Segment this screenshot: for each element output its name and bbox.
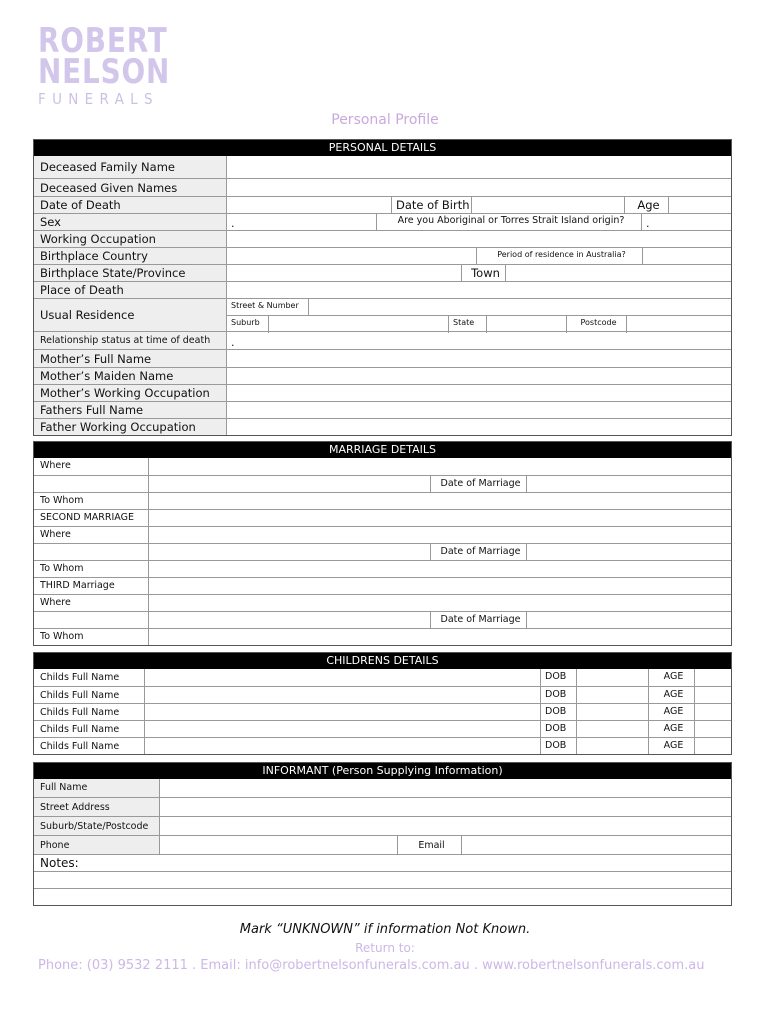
mother-maiden-name-field[interactable] <box>226 368 731 384</box>
form-row <box>34 156 731 178</box>
informant-street-field[interactable] <box>159 798 731 816</box>
child-row <box>34 669 731 686</box>
dob-field[interactable] <box>576 738 648 754</box>
state-label: State <box>448 316 486 333</box>
sex-field[interactable]: . <box>226 214 376 230</box>
father-full-name-label: Fathers Full Name <box>34 402 226 418</box>
notes-row <box>34 854 731 871</box>
street-number-label: Street & Number <box>226 299 308 315</box>
working-occupation-field[interactable] <box>226 231 731 247</box>
form-row <box>34 401 731 418</box>
town-field[interactable] <box>505 265 731 281</box>
date-of-death-label: Date of Death <box>34 197 226 213</box>
form-row <box>34 384 731 401</box>
form-row <box>34 213 731 230</box>
age-field[interactable] <box>694 687 731 703</box>
date-of-marriage-field[interactable] <box>526 612 731 628</box>
usual-residence-label: Usual Residence <box>34 299 226 331</box>
to-whom-field[interactable] <box>148 493 731 509</box>
mother-occupation-field[interactable] <box>226 385 731 401</box>
mother-maiden-name-label: Mother’s Maiden Name <box>34 368 226 384</box>
form-row <box>34 816 731 835</box>
father-full-name-field[interactable] <box>226 402 731 418</box>
place-of-death-label: Place of Death <box>34 282 226 298</box>
to-whom-label: To Whom <box>40 631 84 642</box>
family-name-label: Deceased Family Name <box>34 156 226 178</box>
age-field[interactable] <box>668 197 696 213</box>
form-row <box>34 247 731 264</box>
section-header: INFORMANT (Person Supplying Information) <box>34 763 731 779</box>
form-row <box>34 594 731 611</box>
dob-field[interactable] <box>576 669 648 686</box>
date-of-birth-field[interactable] <box>471 197 624 213</box>
dob-field[interactable] <box>576 721 648 737</box>
postcode-label: Postcode <box>566 316 626 333</box>
to-whom-label: To Whom <box>40 495 84 506</box>
date-of-death-field[interactable] <box>226 197 391 213</box>
company-logo <box>38 21 199 108</box>
child-name-field[interactable] <box>144 669 540 686</box>
form-row <box>34 458 731 475</box>
form-row <box>34 475 731 492</box>
suburb-label: Suburb <box>226 316 268 333</box>
dob-label: DOB <box>540 669 576 686</box>
notes-line[interactable] <box>34 871 731 888</box>
age-field[interactable] <box>694 704 731 720</box>
form-row <box>34 230 731 247</box>
form-row <box>34 298 731 331</box>
marriage-blank-field[interactable] <box>148 544 430 560</box>
informant-email-field[interactable] <box>461 836 731 854</box>
place-of-death-field[interactable] <box>226 282 731 298</box>
birthplace-country-field[interactable] <box>226 248 476 264</box>
form-row <box>34 560 731 577</box>
where-label: Where <box>40 529 71 540</box>
age-label: Age <box>624 197 668 213</box>
town-label: Town <box>461 265 505 281</box>
unknown-instruction: Mark “UNKNOWN” if information Not Known. <box>239 922 531 937</box>
form-row <box>34 281 731 298</box>
notes-label: Notes: <box>40 856 79 870</box>
form-row <box>34 264 731 281</box>
logo-line-3: FUNERALS <box>38 90 159 108</box>
section-header: PERSONAL DETAILS <box>34 140 731 156</box>
form-row <box>34 509 731 526</box>
dob-field[interactable] <box>576 704 648 720</box>
section-header: CHILDRENS DETAILS <box>34 653 731 669</box>
date-of-marriage-label: Date of Marriage <box>430 476 526 492</box>
date-of-marriage-field[interactable] <box>526 476 731 492</box>
third-marriage-field[interactable] <box>148 578 731 594</box>
aboriginal-label: Are you Aboriginal or Torres Strait Island origin? <box>376 214 641 230</box>
form-row <box>34 835 731 854</box>
relationship-field[interactable]: . <box>226 332 731 349</box>
contact-line: Phone: (03) 9532 2111 . Email: info@robertnelsonfunerals.com.au . www.robertnelsonfunerals.com.au <box>38 958 705 973</box>
child-row <box>34 686 731 703</box>
child-row <box>34 720 731 737</box>
period-residence-field[interactable] <box>642 248 731 264</box>
child-name-label: Childs Full Name <box>40 724 120 735</box>
child-name-label: Childs Full Name <box>40 741 120 752</box>
child-name-label: Childs Full Name <box>40 672 120 683</box>
dob-label: DOB <box>540 687 576 703</box>
relationship-label: Relationship status at time of death <box>34 332 226 349</box>
form-row <box>34 628 731 645</box>
child-row <box>34 737 731 754</box>
page-title: Personal Profile <box>331 112 439 128</box>
residence-street-row <box>226 299 731 315</box>
notes-line[interactable] <box>34 888 731 905</box>
given-names-label: Deceased Given Names <box>34 179 226 196</box>
form-row <box>34 331 731 349</box>
dob-field[interactable] <box>576 687 648 703</box>
family-name-field[interactable] <box>226 156 731 178</box>
where-field[interactable] <box>148 595 731 611</box>
informant-phone-field[interactable] <box>159 836 397 854</box>
birthplace-state-field[interactable] <box>226 265 461 281</box>
informant-suburb-field[interactable] <box>159 817 731 835</box>
age-label: AGE <box>648 721 694 737</box>
informant-suburb-label: Suburb/State/Postcode <box>34 817 159 835</box>
childrens-details-section <box>33 652 732 755</box>
logo-line-1: ROBERT <box>38 21 168 61</box>
child-name-field[interactable] <box>144 721 540 737</box>
logo-line-2: NELSON <box>38 52 171 92</box>
second-marriage-label: SECOND MARRIAGE <box>40 512 134 523</box>
form-row <box>34 178 731 196</box>
date-of-marriage-label: Date of Marriage <box>430 612 526 628</box>
where-field[interactable] <box>148 458 731 475</box>
age-field[interactable] <box>694 669 731 686</box>
form-row <box>34 367 731 384</box>
marriage-details-section <box>33 441 732 646</box>
age-label: AGE <box>648 704 694 720</box>
given-names-field[interactable] <box>226 179 731 196</box>
form-row <box>34 492 731 509</box>
mother-full-name-label: Mother’s Full Name <box>34 350 226 367</box>
age-field[interactable] <box>694 738 731 754</box>
age-label: AGE <box>648 738 694 754</box>
sex-label: Sex <box>34 214 226 230</box>
mother-full-name-field[interactable] <box>226 350 731 367</box>
marriage-blank-field[interactable] <box>148 476 430 492</box>
date-of-birth-label: Date of Birth <box>391 197 471 213</box>
street-number-field[interactable] <box>308 299 731 315</box>
dob-label: DOB <box>540 738 576 754</box>
age-label: AGE <box>648 669 694 686</box>
to-whom-field[interactable] <box>148 629 731 645</box>
child-name-label: Childs Full Name <box>40 690 120 701</box>
period-residence-label: Period of residence in Australia? <box>476 248 642 264</box>
informant-phone-label: Phone <box>34 836 159 854</box>
informant-email-label: Email <box>397 836 461 854</box>
form-row <box>34 418 731 435</box>
dob-label: DOB <box>540 704 576 720</box>
to-whom-field[interactable] <box>148 561 731 577</box>
age-field[interactable] <box>694 721 731 737</box>
form-row <box>34 611 731 628</box>
section-header: MARRIAGE DETAILS <box>34 442 731 458</box>
working-occupation-label: Working Occupation <box>34 231 226 247</box>
date-of-marriage-field[interactable] <box>526 544 731 560</box>
marriage-blank-field[interactable] <box>148 612 430 628</box>
informant-street-label: Street Address <box>34 798 159 816</box>
child-row <box>34 703 731 720</box>
child-name-field[interactable] <box>144 687 540 703</box>
birthplace-state-label: Birthplace State/Province <box>34 265 226 281</box>
form-row <box>34 797 731 816</box>
form-row <box>34 577 731 594</box>
form-row <box>34 779 731 797</box>
birthplace-country-label: Birthplace Country <box>34 248 226 264</box>
where-field[interactable] <box>148 527 731 543</box>
form-row <box>34 543 731 560</box>
third-marriage-label: THIRD Marriage <box>40 580 115 591</box>
to-whom-label: To Whom <box>40 563 84 574</box>
personal-details-section <box>33 139 732 436</box>
informant-full-name-field[interactable] <box>159 779 731 797</box>
where-label: Where <box>40 460 71 471</box>
child-name-label: Childs Full Name <box>40 707 120 718</box>
mother-occupation-label: Mother’s Working Occupation <box>34 385 226 401</box>
father-occupation-label: Father Working Occupation <box>34 419 226 435</box>
aboriginal-field[interactable]: . <box>641 214 731 230</box>
date-of-marriage-label: Date of Marriage <box>430 544 526 560</box>
child-name-field[interactable] <box>144 738 540 754</box>
father-occupation-field[interactable] <box>226 419 731 435</box>
dob-label: DOB <box>540 721 576 737</box>
form-row <box>34 196 731 213</box>
form-row <box>34 526 731 543</box>
age-label: AGE <box>648 687 694 703</box>
return-to-label: Return to: <box>355 941 415 955</box>
form-row <box>34 349 731 367</box>
second-marriage-field[interactable] <box>148 510 731 526</box>
child-name-field[interactable] <box>144 704 540 720</box>
where-label: Where <box>40 597 71 608</box>
informant-section <box>33 762 732 906</box>
informant-full-name-label: Full Name <box>34 779 159 797</box>
